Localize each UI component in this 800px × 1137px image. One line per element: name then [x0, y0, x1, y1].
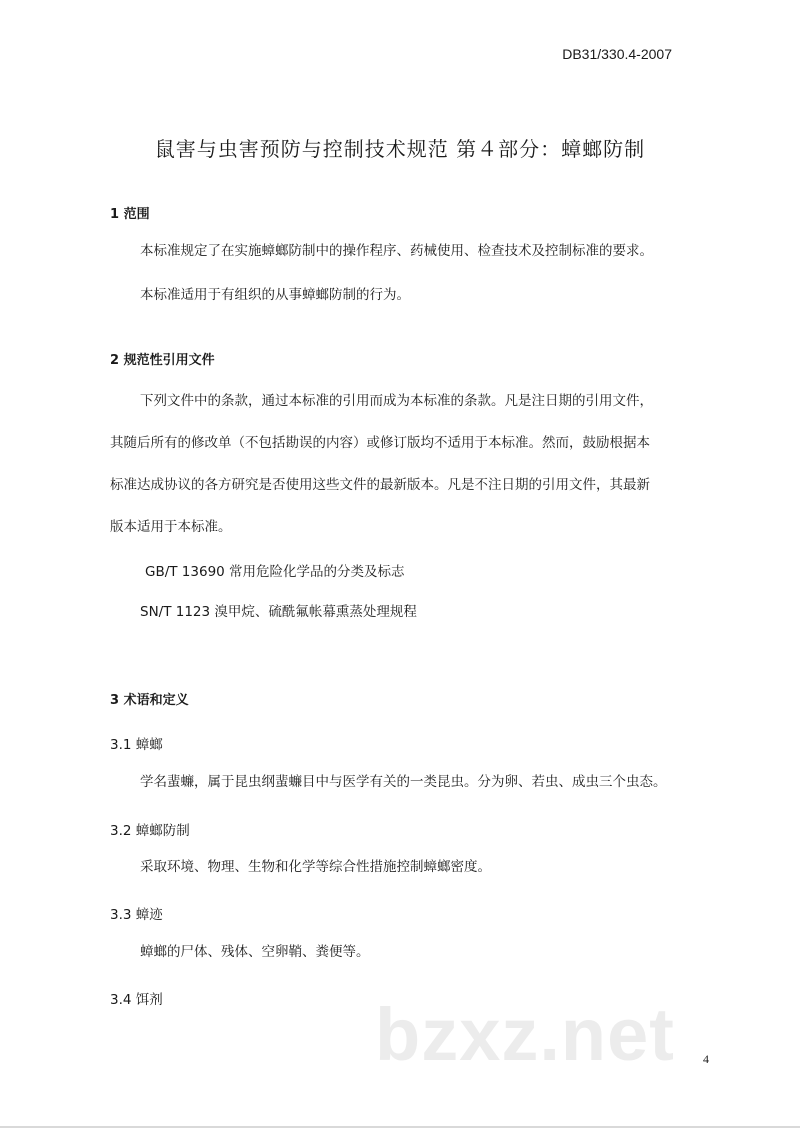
section-2-intro-line-2: 其随后所有的修改单（不包括勘误的内容）或修订版均不适用于本标准。然而，鼓励根据本: [110, 435, 650, 451]
document-title: 鼠害与虫害预防与控制技术规范 第４部分：蟑螂防制: [154, 137, 646, 161]
term-3-4-label: 3.4 饵剂: [110, 992, 163, 1008]
term-3-3-definition: 蟑螂的尸体、残体、空卵鞘、粪便等。: [140, 944, 370, 960]
reference-snt-1123: SN/T 1123 溴甲烷、硫酰氟帐幕熏蒸处理规程: [140, 604, 417, 620]
section-1-paragraph-2: 本标准适用于有组织的从事蟑螂防制的行为。: [140, 287, 410, 303]
page-bottom-divider: [0, 1126, 800, 1128]
document-code: DB31/330.4-2007: [562, 46, 672, 62]
section-2-intro-line-4: 版本适用于本标准。: [110, 519, 232, 535]
section-3-heading: 3 术语和定义: [110, 693, 189, 708]
term-3-1-label: 3.1 蟑螂: [110, 737, 163, 753]
term-3-2-definition: 采取环境、物理、生物和化学等综合性措施控制蟑螂密度。: [140, 859, 491, 875]
page-number: 4: [703, 1052, 709, 1066]
reference-gbt-13690: GB/T 13690 常用危险化学品的分类及标志: [145, 564, 405, 580]
term-3-1-definition: 学名蜚蠊，属于昆虫纲蜚蠊目中与医学有关的一类昆虫。分为卵、若虫、成虫三个虫态。: [140, 774, 667, 790]
section-2-intro-line-3: 标准达成协议的各方研究是否使用这些文件的最新版本。凡是不注日期的引用文件，其最新: [110, 477, 650, 493]
section-2-intro-line-1: 下列文件中的条款，通过本标准的引用而成为本标准的条款。凡是注日期的引用文件，: [140, 393, 653, 409]
section-2-heading: 2 规范性引用文件: [110, 353, 215, 368]
watermark: bzxz.net: [375, 993, 675, 1076]
section-1-heading: 1 范围: [110, 207, 150, 222]
term-3-2-label: 3.2 蟑螂防制: [110, 823, 190, 839]
section-1-paragraph-1: 本标准规定了在实施蟑螂防制中的操作程序、药械使用、检查技术及控制标准的要求。: [140, 243, 653, 259]
term-3-3-label: 3.3 蟑迹: [110, 907, 163, 923]
